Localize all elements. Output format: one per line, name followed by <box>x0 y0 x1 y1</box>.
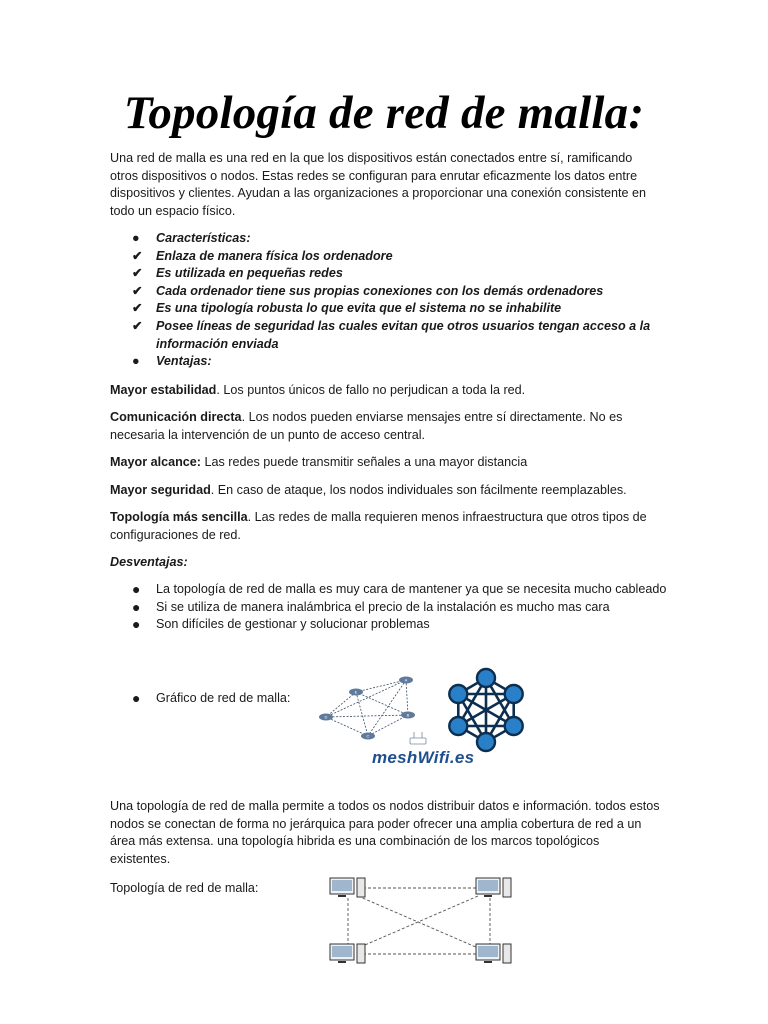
list-item: ● La topología de red de malla es muy cara de mantener ya que se necesita mucho cableado <box>132 581 667 597</box>
mesh-node <box>477 733 495 751</box>
checkmark-icon: ✔ <box>132 318 143 333</box>
list-item: ✔ Es utilizada en pequeñas redes <box>110 265 670 283</box>
list-item: ● Son difíciles de gestionar y solucionar problemas <box>132 616 430 633</box>
list-item: ✔ Enlaza de manera física los ordenadore <box>110 248 670 266</box>
bullet-icon: ● <box>132 581 141 597</box>
disadvantages-heading: Desventajas: <box>110 555 188 569</box>
computer-icon <box>330 878 365 897</box>
mesh-node <box>449 685 467 703</box>
checkmark-icon: ✔ <box>132 283 143 298</box>
figure-label: Topología de red de malla: <box>110 881 259 895</box>
computer-icon <box>476 878 511 897</box>
list-item: ● Si se utiliza de manera inalámbrica el precio de la instalación es mucho mas cara <box>132 598 610 615</box>
intro-paragraph: Una red de malla es una red en la que los dispositivos están conectados entre sí, ramificando otros dispositivos o nodos. Estas redes se configuran para enrutar eficazmente los datos entre dispositivos y clientes. Ayudan a las organizaciones a proporcionar una conexión consistente en todo un espacio físico. <box>110 151 647 218</box>
bullet-icon: ● <box>132 616 141 633</box>
list-item: ● Características: <box>110 230 670 248</box>
node-label-c: C <box>366 733 370 739</box>
node-label-a: A <box>404 677 408 683</box>
meshwifi-logo: meshWifi.es <box>372 748 475 767</box>
list-item: ✔ Es una tipología robusta lo que evita que el sistema no se inhabilite <box>110 300 670 318</box>
advantage-paragraph: Topología más sencilla. Las redes de malla requieren menos infraestructura que otros tipos de configuraciones de red. <box>110 510 647 542</box>
closing-paragraph: Una topología de red de malla permite a todos os nodos distribuir datos e información. todos estos nodos se conectan de forma no jerárquica para poder ofrecer una amplia cobertura de red a un área más extensa. una topología hibrida es una combinación de los marcos topológicos existentes. <box>110 799 660 866</box>
computer-icon <box>330 944 365 963</box>
mesh-node <box>477 669 495 687</box>
mesh-node <box>505 685 523 703</box>
disadvantages-list <box>110 581 670 634</box>
computer-icon <box>476 944 511 963</box>
bullet-icon: ● <box>132 690 141 706</box>
checkmark-icon: ✔ <box>132 301 143 316</box>
wifi-router-icon <box>410 732 426 744</box>
node-label-b: B <box>406 712 410 718</box>
list-item: ✔ Cada ordenador tiene sus propias conexiones con los demás ordenadores <box>110 283 670 301</box>
mesh-node <box>505 717 523 735</box>
advantage-paragraph: Mayor estabilidad. Los puntos únicos de fallo no perjudican a toda la red. <box>110 383 526 397</box>
features-list <box>110 230 670 371</box>
router-nodes <box>319 677 415 740</box>
computer-mesh-figure <box>318 870 530 976</box>
advantage-paragraph: Mayor alcance: Las redes puede transmitir señales a una mayor distancia <box>110 455 528 469</box>
mesh-links <box>348 888 490 954</box>
bullet-icon: ● <box>132 598 141 615</box>
list-item: ● Ventajas: <box>110 353 670 371</box>
node-label-d: D <box>324 714 328 720</box>
page-title: Topología de red de malla: <box>123 87 645 139</box>
checkmark-icon: ✔ <box>132 266 143 281</box>
mesh-node <box>449 717 467 735</box>
bullet-icon: ● <box>132 354 140 369</box>
advantage-paragraph: Mayor seguridad. En caso de ataque, los nodos individuales son fácilmente reemplazables. <box>110 483 627 497</box>
bullet-icon: ● <box>132 231 140 245</box>
checkmark-icon: ✔ <box>132 248 143 263</box>
node-label-e: E <box>354 689 358 695</box>
advantage-paragraph: Comunicación directa. Los nodos pueden enviarse mensajes entre sí directamente. No es necesaria la intervención de un punto de acceso central. <box>110 410 623 442</box>
list-item: ✔ Posee líneas de seguridad las cuales evitan que otros usuarios tengan acceso a la información enviada <box>132 318 651 351</box>
list-item: ● Gráfico de red de malla: <box>132 690 291 706</box>
router-mesh-diagram <box>326 677 408 736</box>
full-mesh-diagram <box>449 669 522 751</box>
